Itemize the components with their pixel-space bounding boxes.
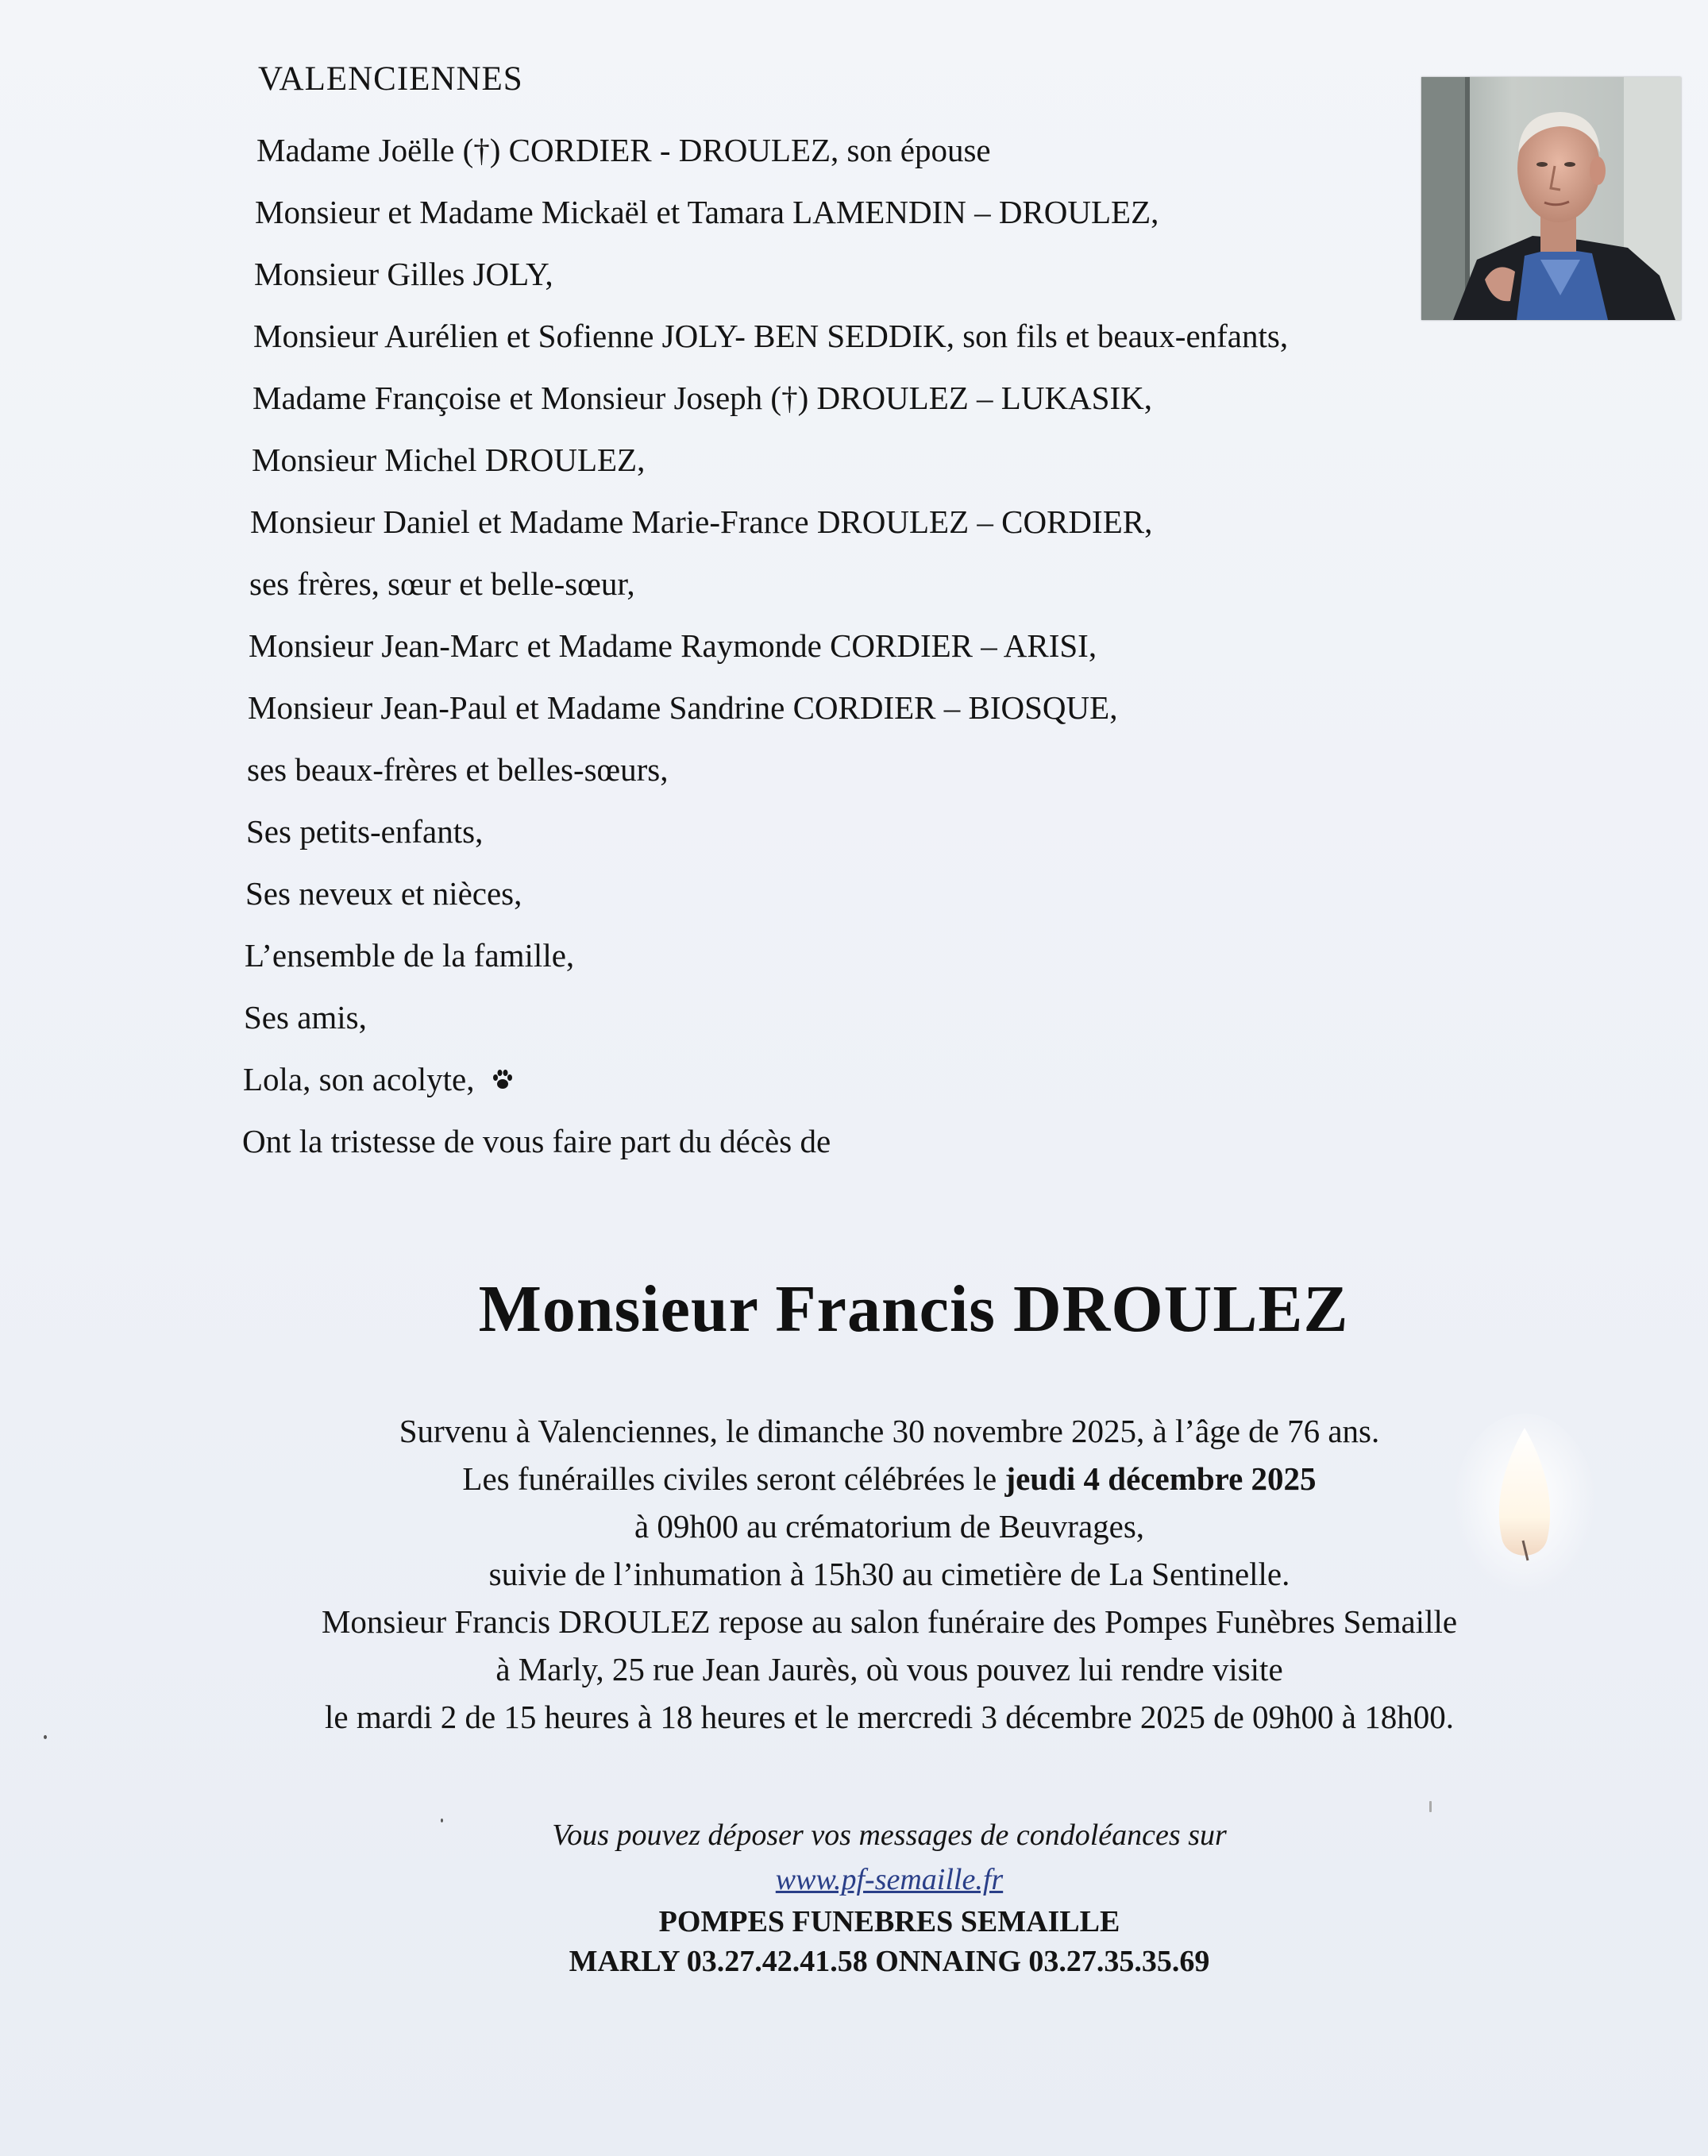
ceremony-date: jeudi 4 décembre 2025 (1004, 1460, 1317, 1497)
funeral-details (254, 1407, 1525, 1741)
family-line: Monsieur Jean-Paul et Madame Sandrine CORDIER – BIOSQUE, (248, 689, 1118, 726)
family-line: Ses petits-enfants, (246, 813, 484, 850)
website-link[interactable]: www.pf-semaille.fr (775, 1863, 1004, 1896)
announcement-line: Ont la tristesse de vous faire part du décès de (242, 1123, 831, 1159)
scan-speck (1429, 1801, 1432, 1812)
condolences-text: Vous pouvez déposer vos messages de condoléances sur (552, 1819, 1227, 1852)
details-address-line: à Marly, 25 rue Jean Jaurès, où vous pouvez lui rendre visite (495, 1651, 1283, 1687)
family-list (238, 132, 1477, 1188)
family-line: Monsieur Jean-Marc et Madame Raymonde CORDIER – ARISI, (249, 627, 1097, 664)
details-crematorium-line: à 09h00 au crématorium de Beuvrages, (634, 1508, 1145, 1545)
family-line: Ses amis, (244, 999, 367, 1036)
footer (397, 1813, 1382, 1981)
details-visit-hours-line: le mardi 2 de 15 heures à 18 heures et le mercredi 3 décembre 2025 de 09h00 à 18h00. (325, 1699, 1454, 1735)
family-line: ses beaux-frères et belles-sœurs, (247, 751, 669, 788)
city-heading: VALENCIENNES (258, 60, 523, 98)
family-line: Madame Françoise et Monsieur Joseph (†) DROULEZ – LUKASIK, (253, 380, 1152, 416)
scan-speck (44, 1735, 47, 1739)
company-name: POMPES FUNEBRES SEMAILLE (658, 1905, 1120, 1938)
pet-line-text: Lola, son acolyte, (243, 1061, 475, 1097)
family-line: Monsieur Gilles JOLY, (254, 256, 553, 292)
paw-icon (491, 1066, 515, 1090)
family-line: Monsieur Michel DROULEZ, (252, 442, 646, 478)
scan-speck (441, 1819, 443, 1822)
family-line: Monsieur et Madame Mickaël et Tamara LAMENDIN – DROULEZ, (255, 194, 1159, 230)
family-line-pet (243, 1061, 1477, 1126)
family-line: Ses neveux et nièces, (245, 875, 522, 912)
deceased-name: Monsieur Francis DROULEZ (478, 1272, 1349, 1346)
family-line: Monsieur Daniel et Madame Marie-France DROULEZ – CORDIER, (250, 503, 1153, 540)
family-line: Monsieur Aurélien et Sofienne JOLY- BEN SEDDIK, son fils et beaux-enfants, (253, 318, 1289, 354)
family-line: Madame Joëlle (†) CORDIER - DROULEZ, son épouse (256, 132, 991, 168)
company-phones: MARLY 03.27.42.41.58 ONNAING 03.27.35.35.69 (569, 1945, 1210, 1978)
details-salon-line: Monsieur Francis DROULEZ repose au salon funéraire des Pompes Funèbres Semaille (321, 1603, 1458, 1640)
details-death-line: Survenu à Valenciennes, le dimanche 30 novembre 2025, à l’âge de 76 ans. (399, 1413, 1380, 1449)
ceremony-prefix: Les funérailles civiles seront célébrées le (462, 1460, 1005, 1497)
details-ceremony-line (254, 1455, 1525, 1502)
family-line: L’ensemble de la famille, (245, 937, 575, 974)
details-burial-line: suivie de l’inhumation à 15h30 au cimetière de La Sentinelle. (488, 1556, 1290, 1592)
candle-flame (1453, 1414, 1596, 1612)
family-line: ses frères, sœur et belle-sœur, (249, 565, 635, 602)
